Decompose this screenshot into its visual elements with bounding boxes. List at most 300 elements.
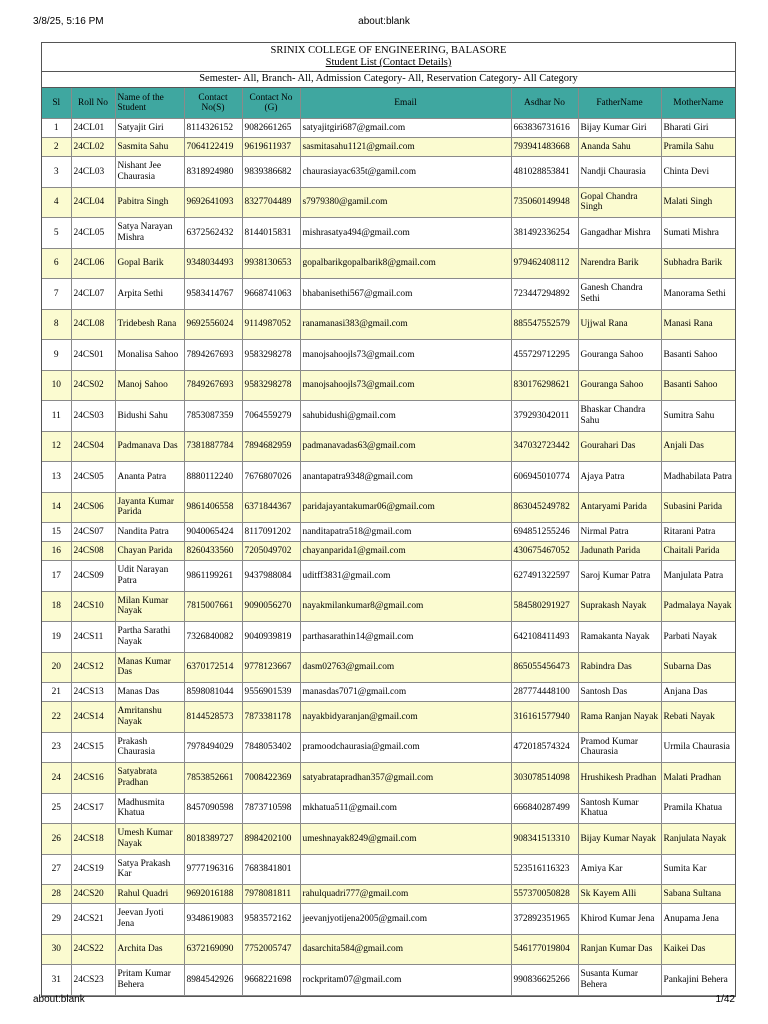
cell-aadhar: 666840287499 (511, 793, 578, 824)
cell-contact-g: 7978081811 (242, 885, 300, 904)
cell-name: Archita Das (115, 934, 184, 965)
cell-father: Gouranga Sahoo (578, 340, 661, 371)
cell-contact-g: 9040939819 (242, 622, 300, 653)
cell-mother: Anjali Das (661, 431, 735, 462)
cell-contact-s: 7853852661 (184, 763, 242, 794)
cell-roll-no: 24CL05 (71, 218, 115, 249)
cell-email: sasmitasahu1121@gmail.com (300, 138, 511, 157)
cell-name: Tridebesh Rana (115, 309, 184, 340)
cell-name: Milan Kumar Nayak (115, 591, 184, 622)
cell-sl: 5 (42, 218, 71, 249)
cell-email: paridajayantakumar06@gmail.com (300, 492, 511, 523)
cell-mother: Basanti Sahoo (661, 340, 735, 371)
cell-contact-s: 9692556024 (184, 309, 242, 340)
cell-name: Arpita Sethi (115, 279, 184, 310)
cell-mother: Urmila Chaurasia (661, 732, 735, 763)
cell-mother: Pankajini Behera (661, 965, 735, 996)
col-header-aadhar: Asdhar No (511, 88, 578, 119)
cell-email: nayakmilankumar8@gmail.com (300, 591, 511, 622)
cell-father: Ujjwal Rana (578, 309, 661, 340)
cell-email: dasarchita584@gmail.com (300, 934, 511, 965)
cell-contact-g: 6371844367 (242, 492, 300, 523)
cell-email: chayanparida1@gmail.com (300, 542, 511, 561)
cell-aadhar: 455729712295 (511, 340, 578, 371)
cell-contact-s: 8318924980 (184, 157, 242, 188)
cell-contact-s: 7326840082 (184, 622, 242, 653)
cell-email: dasm02763@gmail.com (300, 652, 511, 683)
cell-aadhar: 481028853841 (511, 157, 578, 188)
cell-mother: Padmalaya Nayak (661, 591, 735, 622)
table-row (42, 119, 735, 138)
cell-email: anantapatra9348@gmail.com (300, 462, 511, 493)
cell-sl: 21 (42, 683, 71, 702)
cell-email: mishrasatya494@gmail.com (300, 218, 511, 249)
col-header-name: Name of the Student (115, 88, 184, 119)
cell-contact-s: 7849267693 (184, 370, 242, 401)
cell-email: manojsahoojls73@gmail.com (300, 370, 511, 401)
cell-contact-s: 8598081044 (184, 683, 242, 702)
cell-contact-s: 9692016188 (184, 885, 242, 904)
cell-contact-s: 9861199261 (184, 561, 242, 592)
cell-sl: 25 (42, 793, 71, 824)
cell-name: Sasmita Sahu (115, 138, 184, 157)
cell-father: Gopal Chandra Singh (578, 187, 661, 218)
cell-contact-s: 6372562432 (184, 218, 242, 249)
cell-email: bhabanisethi567@gmail.com (300, 279, 511, 310)
cell-name: Satya Prakash Kar (115, 854, 184, 885)
cell-sl: 30 (42, 934, 71, 965)
cell-contact-s: 8984542926 (184, 965, 242, 996)
cell-father: Antaryami Parida (578, 492, 661, 523)
cell-mother: Anjana Das (661, 683, 735, 702)
cell-contact-s: 8260433560 (184, 542, 242, 561)
cell-aadhar: 584580291927 (511, 591, 578, 622)
cell-contact-s: 7815007661 (184, 591, 242, 622)
cell-aadhar: 865055456473 (511, 652, 578, 683)
table-row (42, 854, 735, 885)
table-row (42, 732, 735, 763)
cell-father: Suprakash Nayak (578, 591, 661, 622)
cell-father: Narendra Barik (578, 248, 661, 279)
cell-contact-s: 6370172514 (184, 652, 242, 683)
table-row (42, 431, 735, 462)
cell-father: Nandji Chaurasia (578, 157, 661, 188)
cell-contact-s: 7381887784 (184, 431, 242, 462)
cell-name: Manas Kumar Das (115, 652, 184, 683)
cell-roll-no: 24CS14 (71, 702, 115, 733)
cell-email: padmanavadas63@gmail.com (300, 431, 511, 462)
cell-email: nayakbidyaranjan@gmail.com (300, 702, 511, 733)
cell-mother: Ranjulata Nayak (661, 824, 735, 855)
cell-mother: Manjulata Patra (661, 561, 735, 592)
cell-aadhar: 606945010774 (511, 462, 578, 493)
cell-mother: Malati Singh (661, 187, 735, 218)
cell-sl: 27 (42, 854, 71, 885)
cell-sl: 7 (42, 279, 71, 310)
cell-name: Nandita Patra (115, 523, 184, 542)
cell-father: Ananda Sahu (578, 138, 661, 157)
cell-contact-s: 8018389727 (184, 824, 242, 855)
cell-contact-g: 9114987052 (242, 309, 300, 340)
cell-sl: 19 (42, 622, 71, 653)
cell-email: gopalbarikgopalbarik8@gmail.com (300, 248, 511, 279)
cell-roll-no: 24CS20 (71, 885, 115, 904)
cell-contact-s: 7894267693 (184, 340, 242, 371)
cell-contact-g: 9938130653 (242, 248, 300, 279)
cell-contact-s: 7853087359 (184, 401, 242, 432)
cell-aadhar: 863045249782 (511, 492, 578, 523)
cell-mother: Chaitali Parida (661, 542, 735, 561)
table-row (42, 279, 735, 310)
cell-aadhar: 723447294892 (511, 279, 578, 310)
cell-father: Santosh Das (578, 683, 661, 702)
cell-contact-g: 8117091202 (242, 523, 300, 542)
cell-roll-no: 24CL07 (71, 279, 115, 310)
cell-email (300, 854, 511, 885)
table-row (42, 824, 735, 855)
table-row (42, 370, 735, 401)
cell-aadhar: 347032723442 (511, 431, 578, 462)
cell-contact-g: 9082661265 (242, 119, 300, 138)
cell-father: Jadunath Parida (578, 542, 661, 561)
cell-father: Ranjan Kumar Das (578, 934, 661, 965)
cell-roll-no: 24CS04 (71, 431, 115, 462)
cell-father: Santosh Kumar Khatua (578, 793, 661, 824)
cell-contact-g: 7064559279 (242, 401, 300, 432)
cell-sl: 8 (42, 309, 71, 340)
cell-mother: Subasini Parida (661, 492, 735, 523)
col-header-mother: MotherName (661, 88, 735, 119)
cell-mother: Subhadra Barik (661, 248, 735, 279)
cell-contact-s: 6372169090 (184, 934, 242, 965)
cell-mother: Chinta Devi (661, 157, 735, 188)
table-body (42, 119, 735, 996)
cell-name: Satya Narayan Mishra (115, 218, 184, 249)
table-row (42, 702, 735, 733)
cell-mother: Bharati Giri (661, 119, 735, 138)
cell-name: Gopal Barik (115, 248, 184, 279)
cell-contact-s: 8457090598 (184, 793, 242, 824)
cell-contact-s: 9040065424 (184, 523, 242, 542)
cell-father: Gangadhar Mishra (578, 218, 661, 249)
cell-contact-s: 9348619083 (184, 904, 242, 935)
cell-sl: 31 (42, 965, 71, 996)
cell-mother: Pramila Sahu (661, 138, 735, 157)
cell-contact-g: 7676807026 (242, 462, 300, 493)
cell-name: Udit Narayan Patra (115, 561, 184, 592)
table-row (42, 492, 735, 523)
cell-name: Bidushi Sahu (115, 401, 184, 432)
table-row (42, 763, 735, 794)
cell-email: manojsahoojls73@gmail.com (300, 340, 511, 371)
cell-father: Rabindra Das (578, 652, 661, 683)
cell-mother: Pramila Khatua (661, 793, 735, 824)
cell-email: satyajitgiri687@gmail.com (300, 119, 511, 138)
cell-father: Susanta Kumar Behera (578, 965, 661, 996)
table-row (42, 218, 735, 249)
cell-name: Monalisa Sahoo (115, 340, 184, 371)
cell-email: rahulquadri777@gmail.com (300, 885, 511, 904)
cell-sl: 1 (42, 119, 71, 138)
cell-roll-no: 24CS19 (71, 854, 115, 885)
cell-contact-g: 8327704489 (242, 187, 300, 218)
cell-name: Chayan Parida (115, 542, 184, 561)
cell-contact-g: 9668221698 (242, 965, 300, 996)
cell-contact-g: 9583572162 (242, 904, 300, 935)
cell-father: Rama Ranjan Nayak (578, 702, 661, 733)
col-header-contact-g: Contact No (G) (242, 88, 300, 119)
report-subtitle: Student List (Contact Details) (325, 57, 452, 68)
cell-father: Bijay Kumar Nayak (578, 824, 661, 855)
cell-aadhar: 908341513310 (511, 824, 578, 855)
table-row (42, 683, 735, 702)
cell-contact-g: 7205049702 (242, 542, 300, 561)
cell-father: Saroj Kumar Patra (578, 561, 661, 592)
filter-summary: Semester- All, Branch- All, Admission Category- All, Reservation Category- All Category (42, 72, 735, 88)
cell-aadhar: 523516116323 (511, 854, 578, 885)
cell-aadhar: 303078514098 (511, 763, 578, 794)
cell-aadhar: 627491322597 (511, 561, 578, 592)
cell-mother: Anupama Jena (661, 904, 735, 935)
cell-email: ranamanasi383@gmail.com (300, 309, 511, 340)
cell-roll-no: 24CL08 (71, 309, 115, 340)
student-table (42, 88, 735, 996)
cell-aadhar: 472018574324 (511, 732, 578, 763)
cell-sl: 2 (42, 138, 71, 157)
col-header-sl: Sl (42, 88, 71, 119)
cell-roll-no: 24CS03 (71, 401, 115, 432)
cell-father: Nirmal Patra (578, 523, 661, 542)
cell-sl: 24 (42, 763, 71, 794)
cell-aadhar: 372892351965 (511, 904, 578, 935)
cell-father: Ganesh Chandra Sethi (578, 279, 661, 310)
cell-contact-g: 9668741063 (242, 279, 300, 310)
cell-mother: Manorama Sethi (661, 279, 735, 310)
cell-aadhar: 663836731616 (511, 119, 578, 138)
cell-contact-s: 9777196316 (184, 854, 242, 885)
cell-name: Partha Sarathi Nayak (115, 622, 184, 653)
cell-aadhar: 990836625266 (511, 965, 578, 996)
cell-mother: Sumitra Sahu (661, 401, 735, 432)
cell-sl: 14 (42, 492, 71, 523)
cell-roll-no: 24CS13 (71, 683, 115, 702)
cell-roll-no: 24CS05 (71, 462, 115, 493)
cell-name: Satyajit Giri (115, 119, 184, 138)
table-row (42, 622, 735, 653)
cell-aadhar: 642108411493 (511, 622, 578, 653)
cell-contact-g: 7008422369 (242, 763, 300, 794)
table-row (42, 591, 735, 622)
cell-sl: 16 (42, 542, 71, 561)
table-row (42, 561, 735, 592)
cell-roll-no: 24CS18 (71, 824, 115, 855)
cell-father: Sk Kayem Alli (578, 885, 661, 904)
cell-mother: Subarna Das (661, 652, 735, 683)
cell-contact-s: 8880112240 (184, 462, 242, 493)
cell-roll-no: 24CL06 (71, 248, 115, 279)
cell-aadhar: 979462408112 (511, 248, 578, 279)
cell-roll-no: 24CS09 (71, 561, 115, 592)
cell-aadhar: 316161577940 (511, 702, 578, 733)
cell-email: sahubidushi@gmail.com (300, 401, 511, 432)
cell-sl: 29 (42, 904, 71, 935)
cell-contact-g: 9583298278 (242, 370, 300, 401)
cell-roll-no: 24CL04 (71, 187, 115, 218)
cell-contact-g: 7873381178 (242, 702, 300, 733)
cell-aadhar: 287774448100 (511, 683, 578, 702)
cell-email: nanditapatra518@gmail.com (300, 523, 511, 542)
cell-mother: Sumita Kar (661, 854, 735, 885)
cell-contact-g: 9839386682 (242, 157, 300, 188)
col-header-roll-no: Roll No (71, 88, 115, 119)
cell-aadhar: 830176298621 (511, 370, 578, 401)
cell-sl: 28 (42, 885, 71, 904)
cell-roll-no: 24CS15 (71, 732, 115, 763)
print-datetime: 3/8/25, 5:16 PM (33, 16, 104, 27)
cell-roll-no: 24CS10 (71, 591, 115, 622)
cell-email: umeshnayak8249@gmail.com (300, 824, 511, 855)
col-header-email: Email (300, 88, 511, 119)
table-row (42, 340, 735, 371)
cell-sl: 17 (42, 561, 71, 592)
cell-contact-g: 8984202100 (242, 824, 300, 855)
table-row (42, 462, 735, 493)
cell-name: Pabitra Singh (115, 187, 184, 218)
cell-name: Manas Das (115, 683, 184, 702)
cell-sl: 22 (42, 702, 71, 733)
cell-roll-no: 24CS07 (71, 523, 115, 542)
cell-aadhar: 381492336254 (511, 218, 578, 249)
cell-email: s7979380@gamil.com (300, 187, 511, 218)
cell-contact-g: 9437988084 (242, 561, 300, 592)
print-page-number: 1/42 (715, 994, 735, 1005)
table-row (42, 138, 735, 157)
cell-roll-no: 24CS02 (71, 370, 115, 401)
cell-father: Bijay Kumar Giri (578, 119, 661, 138)
cell-email: uditff3831@gmail.com (300, 561, 511, 592)
cell-father: Amiya Kar (578, 854, 661, 885)
table-row (42, 157, 735, 188)
print-header (0, 14, 768, 34)
cell-roll-no: 24CS21 (71, 904, 115, 935)
cell-name: Prakash Chaurasia (115, 732, 184, 763)
table-row (42, 885, 735, 904)
college-name: SRINIX COLLEGE OF ENGINEERING, BALASORE (270, 45, 507, 56)
cell-aadhar: 885547552579 (511, 309, 578, 340)
cell-contact-g: 7848053402 (242, 732, 300, 763)
cell-father: Gourahari Das (578, 431, 661, 462)
cell-roll-no: 24CS23 (71, 965, 115, 996)
cell-contact-g: 9090056270 (242, 591, 300, 622)
table-row (42, 401, 735, 432)
cell-roll-no: 24CL03 (71, 157, 115, 188)
cell-aadhar: 735060149948 (511, 187, 578, 218)
cell-contact-g: 7873710598 (242, 793, 300, 824)
cell-father: Hrushikesh Pradhan (578, 763, 661, 794)
cell-father: Ramakanta Nayak (578, 622, 661, 653)
cell-contact-s: 8144528573 (184, 702, 242, 733)
cell-aadhar: 694851255246 (511, 523, 578, 542)
cell-sl: 4 (42, 187, 71, 218)
cell-sl: 10 (42, 370, 71, 401)
cell-roll-no: 24CL01 (71, 119, 115, 138)
cell-father: Ajaya Patra (578, 462, 661, 493)
cell-name: Madhusmita Khatua (115, 793, 184, 824)
cell-contact-g: 9619611937 (242, 138, 300, 157)
cell-name: Rahul Quadri (115, 885, 184, 904)
cell-roll-no: 24CS22 (71, 934, 115, 965)
table-row (42, 934, 735, 965)
table-row (42, 248, 735, 279)
cell-mother: Sabana Sultana (661, 885, 735, 904)
table-row (42, 523, 735, 542)
print-page-title: about:blank (358, 16, 410, 27)
print-footer (0, 992, 768, 1012)
cell-email: mkhatua511@gmail.com (300, 793, 511, 824)
cell-sl: 9 (42, 340, 71, 371)
cell-name: Ananta Patra (115, 462, 184, 493)
cell-father: Khirod Kumar Jena (578, 904, 661, 935)
table-row (42, 652, 735, 683)
report-title-block (42, 43, 735, 72)
cell-aadhar: 793941483668 (511, 138, 578, 157)
cell-name: Jayanta Kumar Parida (115, 492, 184, 523)
cell-email: rockpritam07@gmail.com (300, 965, 511, 996)
cell-email: manasdas7071@gmail.com (300, 683, 511, 702)
table-header-row (42, 88, 735, 119)
cell-father: Pramod Kumar Chaurasia (578, 732, 661, 763)
cell-contact-s: 9692641093 (184, 187, 242, 218)
cell-email: pramoodchaurasia@gmail.com (300, 732, 511, 763)
cell-mother: Basanti Sahoo (661, 370, 735, 401)
cell-mother: Madhabilata Patra (661, 462, 735, 493)
cell-contact-g: 9778123667 (242, 652, 300, 683)
cell-mother: Malati Pradhan (661, 763, 735, 794)
cell-name: Nishant Jee Chaurasia (115, 157, 184, 188)
cell-sl: 20 (42, 652, 71, 683)
cell-aadhar: 557370050828 (511, 885, 578, 904)
cell-father: Gouranga Sahoo (578, 370, 661, 401)
cell-mother: Manasi Rana (661, 309, 735, 340)
cell-contact-s: 9583414767 (184, 279, 242, 310)
cell-contact-g: 7894682959 (242, 431, 300, 462)
table-row (42, 542, 735, 561)
cell-mother: Kaikei Das (661, 934, 735, 965)
cell-name: Amritanshu Nayak (115, 702, 184, 733)
student-list-sheet (41, 42, 736, 997)
cell-mother: Sumati Mishra (661, 218, 735, 249)
cell-contact-s: 9861406558 (184, 492, 242, 523)
cell-contact-s: 8114326152 (184, 119, 242, 138)
cell-sl: 23 (42, 732, 71, 763)
table-row (42, 965, 735, 996)
cell-name: Padmanava Das (115, 431, 184, 462)
cell-email: satyabratapradhan357@gmail.com (300, 763, 511, 794)
cell-roll-no: 24CS12 (71, 652, 115, 683)
cell-roll-no: 24CS16 (71, 763, 115, 794)
cell-sl: 3 (42, 157, 71, 188)
cell-name: Umesh Kumar Nayak (115, 824, 184, 855)
cell-sl: 13 (42, 462, 71, 493)
cell-sl: 11 (42, 401, 71, 432)
cell-contact-g: 7683841801 (242, 854, 300, 885)
cell-contact-s: 9348034493 (184, 248, 242, 279)
cell-sl: 15 (42, 523, 71, 542)
cell-roll-no: 24CS06 (71, 492, 115, 523)
cell-name: Satyabrata Pradhan (115, 763, 184, 794)
cell-sl: 6 (42, 248, 71, 279)
cell-roll-no: 24CS08 (71, 542, 115, 561)
